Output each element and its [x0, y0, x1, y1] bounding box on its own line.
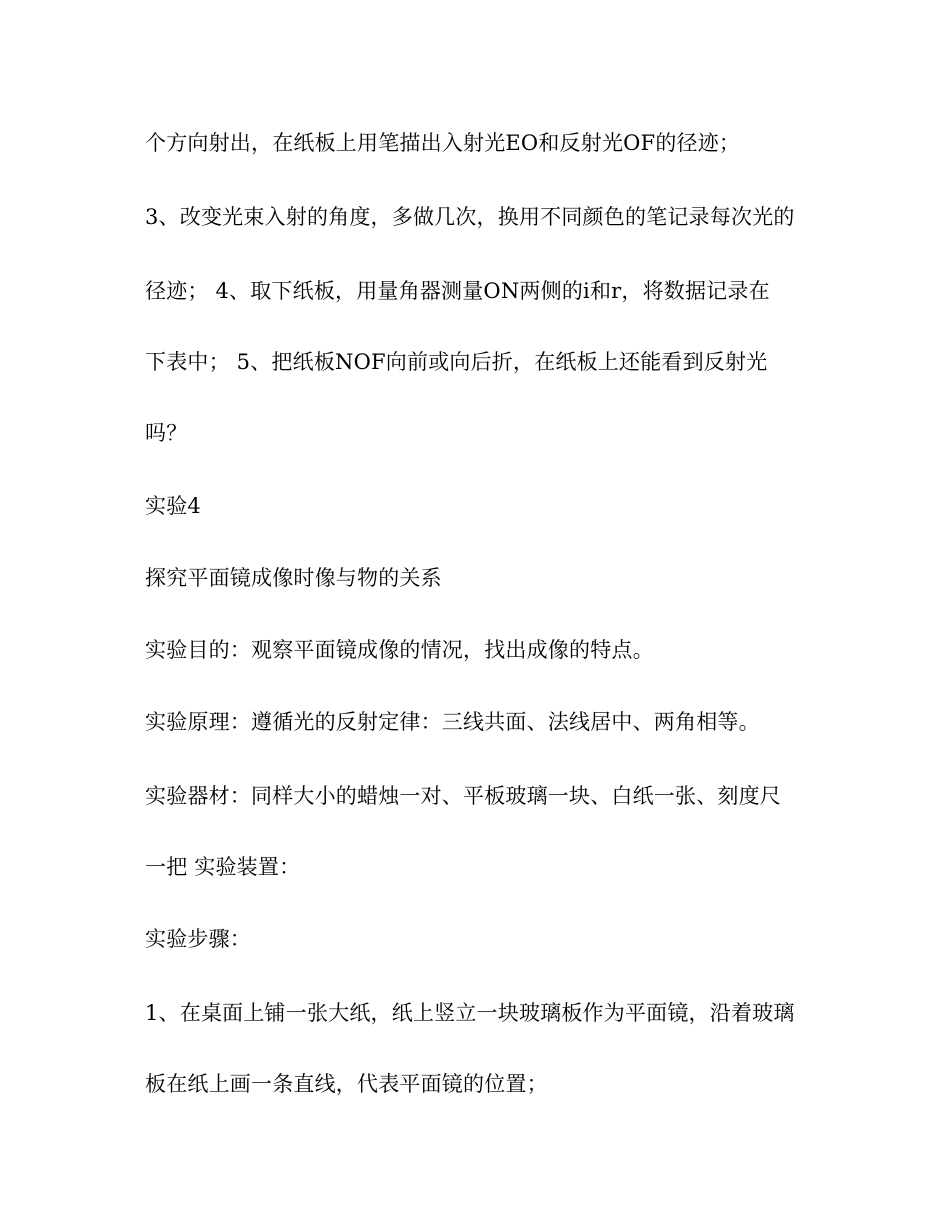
step-1-cont: 板在纸上画一条直线，代表平面镜的位置；	[145, 1072, 548, 1096]
step-1: 1、在桌面上铺一张大纸，纸上竖立一块玻璃板作为平面镜，沿着玻璃	[145, 1001, 795, 1025]
experiment-materials: 实验器材：同样大小的蜡烛一对、平板玻璃一块、白纸一张、刻度尺	[145, 784, 781, 808]
experiment-principle: 实验原理：遵循光的反射定律：三线共面、法线居中、两角相等。	[145, 710, 760, 734]
section-heading: 实验4	[145, 494, 201, 518]
text-line-3: 径迹； 4、取下纸板，用量角器测量ON两侧的i和r，将数据记录在	[145, 279, 770, 303]
text-line-1: 个方向射出，在纸板上用笔描出入射光EO和反射光OF的径迹；	[145, 131, 741, 155]
text-line-5: 吗？	[145, 421, 188, 445]
text-line-4: 下表中； 5、把纸板NOF向前或向后折，在纸板上还能看到反射光	[145, 350, 768, 374]
experiment-purpose: 实验目的：观察平面镜成像的情况，找出成像的特点。	[145, 638, 654, 662]
section-title: 探究平面镜成像时像与物的关系	[145, 566, 442, 590]
text-line-2: 3、改变光束入射的角度，多做几次，换用不同颜色的笔记录每次光的	[145, 205, 795, 229]
experiment-steps-heading: 实验步骤：	[145, 927, 251, 951]
experiment-materials-cont: 一把 实验装置：	[145, 855, 301, 879]
